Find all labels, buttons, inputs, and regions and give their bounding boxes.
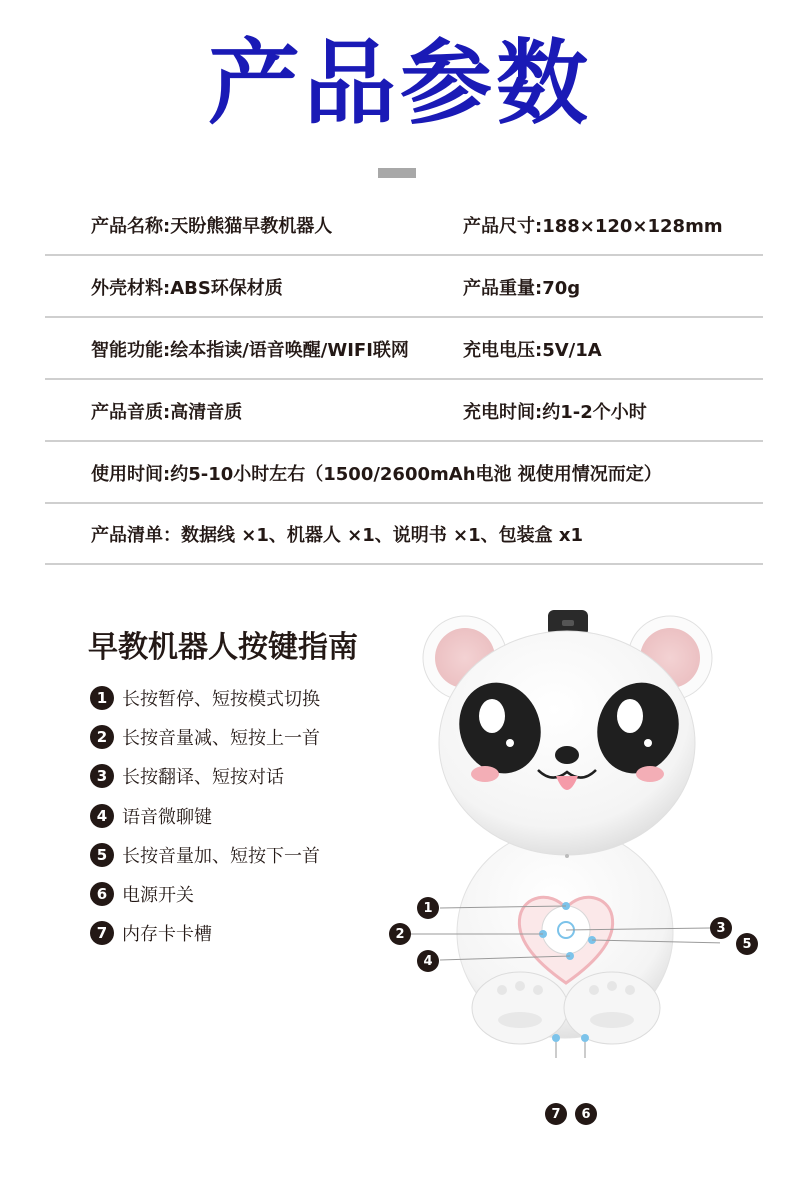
toe-pad [497,985,507,995]
spec-charge-time: 充电时间:约1-2个小时 [463,402,647,423]
robot-nose [555,746,579,764]
guide-item-text: 语音微聊键 [122,807,212,828]
right-cheek [636,766,664,782]
callout-7: 7 [545,1103,567,1125]
callout-6: 6 [575,1103,597,1125]
number-badge: 5 [90,843,114,867]
guide-item-text: 内存卡卡槽 [122,924,212,945]
number-badge: 2 [90,725,114,749]
spec-row [45,440,763,504]
guide-item [90,803,212,829]
spec-usage-time: 使用时间:约5-10小时左右（1500/2600mAh电池 视使用情况而定） [91,464,662,485]
number-badge: 1 [90,686,114,710]
power-switch-dot [581,1034,589,1042]
number-badge: 6 [90,882,114,906]
number-badge: 7 [90,921,114,945]
spec-row [45,378,763,442]
spec-product-size: 产品尺寸:188×120×128mm [463,216,723,237]
panda-robot-illustration [380,598,720,1058]
eye-sparkle [506,739,514,747]
spec-sound-quality: 产品音质:高清音质 [91,402,243,423]
guide-item-text: 长按暂停、短按模式切换 [122,689,320,710]
camera-lens [562,620,574,626]
guide-item-text: 长按音量减、短按上一首 [122,728,320,749]
sd-card-slot-dot [552,1034,560,1042]
spec-weight: 产品重量:70g [463,278,581,299]
spec-row [45,501,763,565]
guide-item [90,842,320,868]
spec-charge-voltage: 充电电压:5V/1A [463,340,602,361]
spec-row [45,192,763,256]
guide-item-text: 长按翻译、短按对话 [122,767,284,788]
page-title: 产品参数 [207,30,592,137]
callout-3: 3 [710,917,732,939]
guide-title: 早教机器人按键指南 [88,630,358,665]
guide-item [90,685,320,711]
callout-1: 1 [417,897,439,919]
spec-product-name: 产品名称:天盼熊猫早教机器人 [91,216,333,237]
foot-pad [590,1012,634,1028]
guide-item [90,724,320,750]
number-badge: 4 [90,804,114,828]
spec-shell-material: 外壳材料:ABS环保材质 [91,278,283,299]
toe-pad [625,985,635,995]
toe-pad [533,985,543,995]
toe-pad [607,981,617,991]
guide-item-text: 电源开关 [122,885,194,906]
toe-pad [589,985,599,995]
spec-row [45,254,763,318]
callout-5: 5 [736,933,758,955]
eye-sparkle [644,739,652,747]
toe-pad [515,981,525,991]
spec-smart-functions: 智能功能:绘本指读/语音唤醒/WIFI联网 [91,340,409,361]
left-cheek [471,766,499,782]
guide-item-text: 长按音量加、短按下一首 [122,846,320,867]
title-divider [378,168,416,178]
microphone-hole [565,854,569,858]
guide-item [90,920,212,946]
right-eye-highlight [617,699,643,733]
number-badge: 3 [90,764,114,788]
foot-pad [498,1012,542,1028]
callout-2: 2 [389,923,411,945]
guide-item [90,881,194,907]
left-eye-highlight [479,699,505,733]
guide-item [90,763,284,789]
spec-package-list: 产品清单：数据线 ×1、机器人 ×1、说明书 ×1、包装盒 x1 [91,525,584,546]
spec-row [45,316,763,380]
callout-4: 4 [417,950,439,972]
